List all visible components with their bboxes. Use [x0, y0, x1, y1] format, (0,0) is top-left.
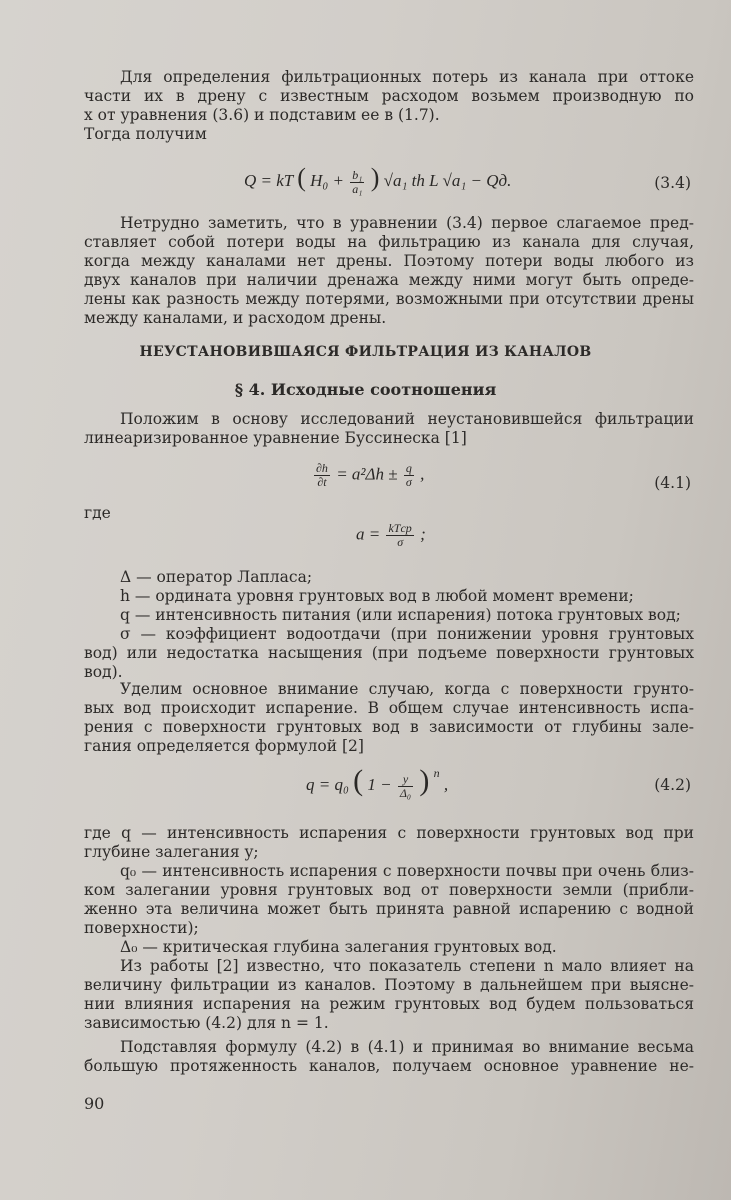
text-line: лены как разность между потерями, возможными при отсутствии дрены [84, 290, 694, 308]
text-line: нии влияния испарения на режим грунтовых вод будем пользоваться [84, 995, 694, 1013]
eq-term: ; [420, 524, 426, 544]
text-line: части их в дрену с известным расходом возьмем производную по [84, 87, 694, 105]
paren-close: ) [419, 764, 430, 797]
text-line: q — интенсивность питания (или испарения) потока грунтовых вод; [120, 606, 681, 624]
text-line: σ — коэффициент водоотдачи (при понижении уровня грунтовых [120, 625, 694, 643]
text-line: h — ордината уровня грунтовых вод в любой момент времени; [120, 587, 634, 605]
eq-term: 1 − [367, 775, 392, 794]
definitions-list-1 [84, 568, 694, 682]
equation-4-2 [306, 764, 448, 800]
text-line: Δ₀ — критическая глубина залегания грунтовых вод. [120, 938, 557, 956]
paragraph-boussinesq [84, 410, 694, 448]
frac-numerator: b₁ [352, 167, 363, 182]
text-line: линеаризированное уравнение Буссинеска [1] [84, 429, 467, 447]
paragraph-notice [84, 214, 694, 328]
fraction-y-delta0 [398, 773, 413, 800]
text-line: где q — интенсивность испарения с поверхности грунтовых вод при [84, 824, 694, 842]
text-line: большую протяженность каналов, получаем основное уравнение не- [84, 1057, 694, 1075]
text-line: поверхности); [84, 919, 199, 937]
text-line: Для определения фильтрационных потерь из канала при оттоке [120, 68, 694, 86]
text-line: двух каналов при наличии дренажа между ними могут быть опреде- [84, 271, 694, 289]
paragraph-exponent [84, 957, 694, 1033]
eq-term: Q = kT [244, 171, 293, 190]
text-line: ставляет собой потери воды на фильтрацию из канала для случая, [84, 233, 694, 251]
text-line: когда между каналами нет дрены. Поэтому потери воды любого из [84, 252, 694, 270]
text-line: Δ — оператор Лапласа; [120, 568, 313, 586]
text-line: где [84, 504, 111, 522]
page-number: 90 [84, 1094, 105, 1113]
text-line: Подставляя формулу (4.2) в (4.1) и принимая во внимание весьма [120, 1038, 694, 1056]
text-line: Тогда получим [84, 125, 207, 143]
fraction-b1-a1 [350, 169, 364, 196]
text-line: гания определяется формулой [2] [84, 737, 364, 755]
paragraph-evaporation [84, 680, 694, 756]
text-line: q₀ — интенсивность испарения с поверхности почвы при очень близ- [120, 862, 694, 880]
frac-numerator: q [405, 461, 412, 475]
equation-number: (3.4) [654, 174, 691, 192]
frac-denominator: a₁ [352, 181, 363, 196]
eq-term: , [420, 464, 425, 484]
frac-denominator: σ [405, 475, 412, 489]
text-line: женно эта величина может быть принята равной испарению с водной [84, 900, 694, 918]
exponent: n [433, 766, 440, 781]
equation-3-4 [244, 163, 511, 196]
equation-number: (4.2) [654, 776, 691, 794]
paren-close: ) [370, 163, 380, 192]
eq-term: , [443, 775, 449, 794]
paragraph-substitution [84, 1038, 694, 1076]
text-line: Из работы [2] известно, что показатель степени n мало влияет на [120, 957, 694, 975]
frac-numerator: y [398, 773, 413, 787]
text-line: зависимостью (4.2) для n = 1. [84, 1014, 329, 1032]
frac-denominator: Δ₀ [399, 785, 412, 800]
text-line: величину фильтрации из каналов. Поэтому в дальнейшем при выясне- [84, 976, 694, 994]
fraction-ktcp-sigma [386, 522, 413, 549]
frac-numerator: kTср [388, 521, 412, 535]
eq-term: = a²Δh ± [336, 464, 398, 484]
eq-term: H₀ + [310, 171, 345, 190]
text-line: рения с поверхности грунтовых вод в зависимости от глубины зале- [84, 718, 694, 736]
text-line: Положим в основу исследований неустановившейся фильтрации [120, 410, 694, 428]
text-line: вод) или недостатка насыщения (при подъеме поверхности грунтовых [84, 644, 694, 662]
section-heading: НЕУСТАНОВИВШАЯСЯ ФИЛЬТРАЦИЯ ИЗ КАНАЛОВ [139, 344, 592, 360]
frac-numerator: ∂h [316, 461, 328, 475]
paren-open: ( [297, 163, 306, 192]
text-line: вод). [84, 663, 123, 681]
paren-open: ( [353, 764, 364, 797]
eq-term: a = [356, 524, 381, 544]
equation-a [356, 522, 426, 549]
eq-term: √a₁ th L √a₁ − Qд. [383, 171, 512, 190]
text-line: Уделим основное внимание случаю, когда с поверхности грунто- [120, 680, 694, 698]
equation-4-1 [312, 462, 424, 489]
paragraph-derivative-intro [84, 68, 694, 144]
text-line: глубине залегания y; [84, 843, 259, 861]
equation-number: (4.1) [654, 474, 691, 492]
fraction-dh-dt [314, 462, 330, 489]
text-line: ком залегании уровня грунтовых вод от поверхности земли (прибли- [84, 881, 694, 899]
text-line: между каналами, и расходом дрены. [84, 309, 387, 327]
frac-denominator: σ [397, 535, 404, 549]
text-line: x от уравнения (3.6) и подставим ее в (1.7). [84, 106, 440, 124]
text-line: вых вод происходит испарение. В общем случае интенсивность испа- [84, 699, 694, 717]
frac-denominator: ∂t [317, 475, 327, 489]
eq-term: q = q₀ [306, 775, 349, 794]
subsection-heading: § 4. Исходные соотношения [234, 380, 497, 399]
text-line: Нетрудно заметить, что в уравнении (3.4) первое слагаемое пред- [120, 214, 694, 232]
fraction-q-sigma [404, 462, 414, 489]
definitions-list-2 [84, 824, 694, 957]
